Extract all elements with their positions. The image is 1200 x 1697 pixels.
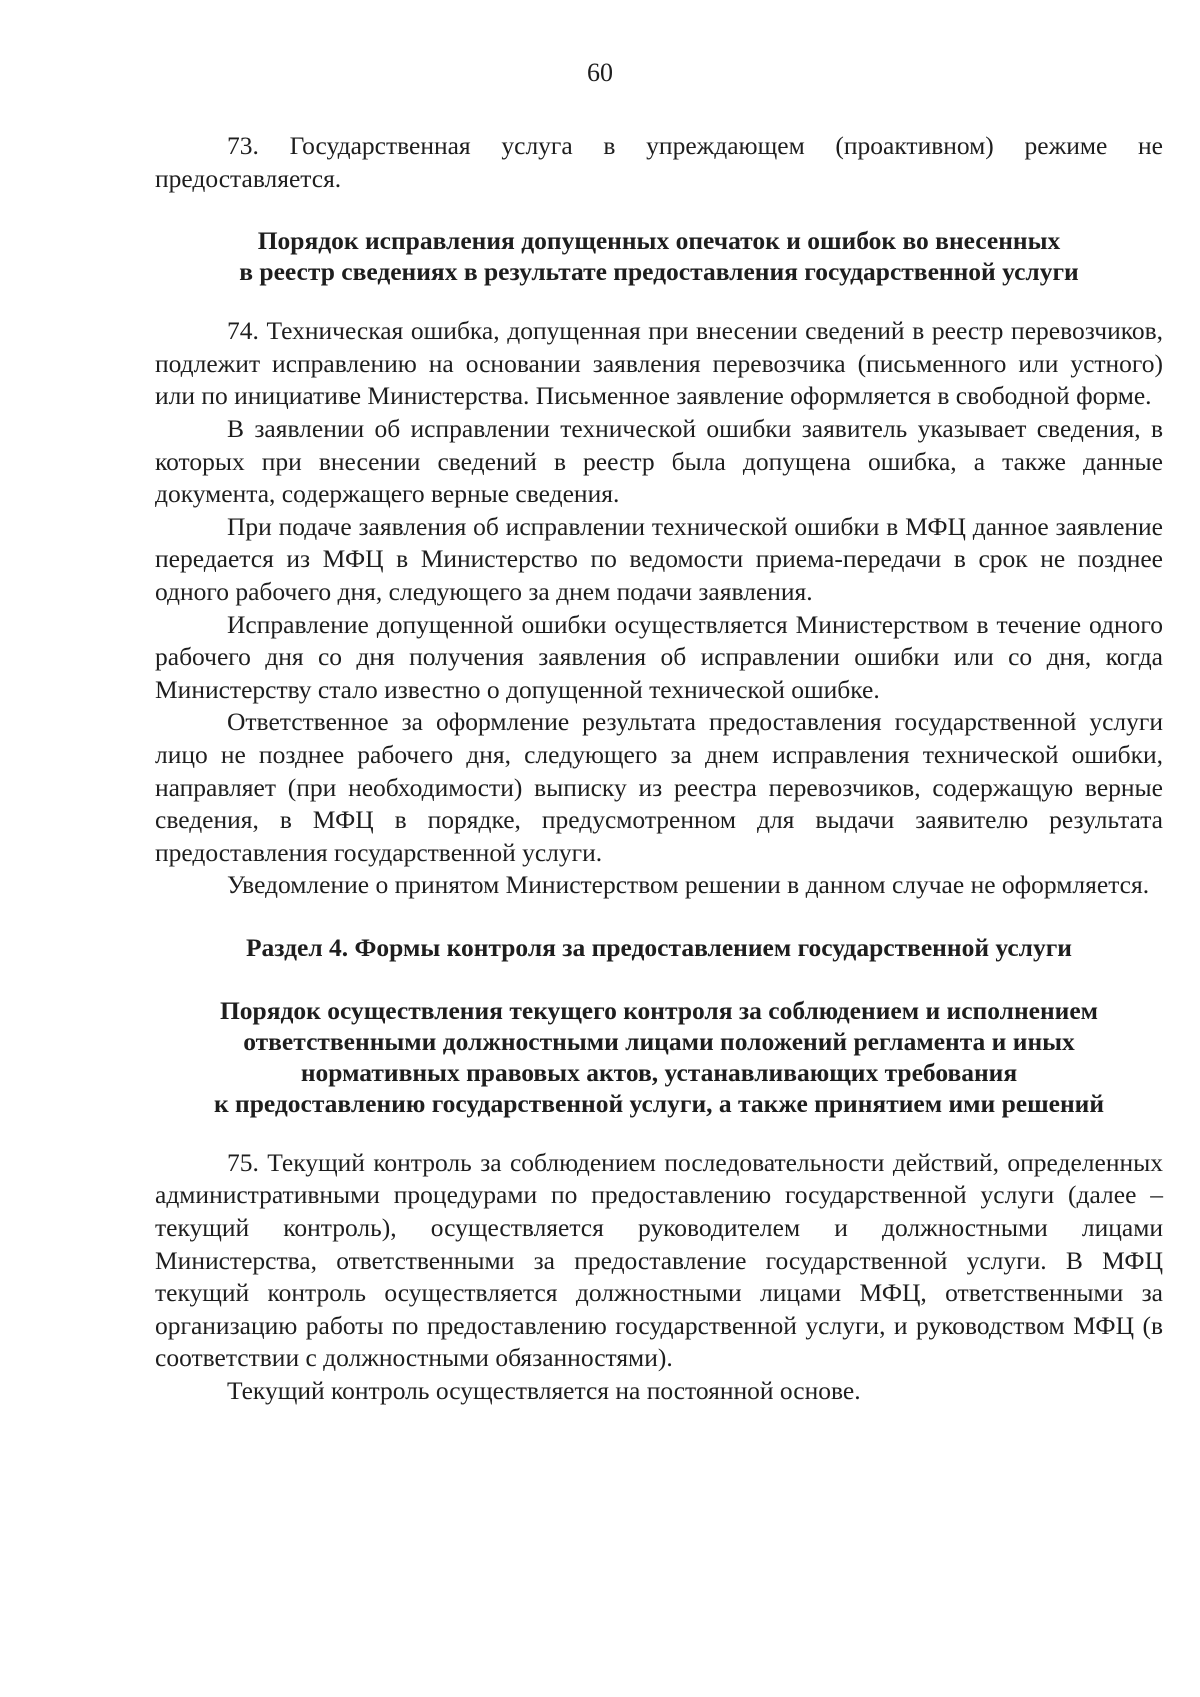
heading-current-control [155, 995, 1163, 1119]
paragraph-73: 73. Государственная услуга в упреждающем (проактивном) режиме не предоставляется. [155, 131, 1163, 193]
paragraph-74-notification: Уведомление о принятом Министерством решении в данном случае не оформляется. [227, 870, 1150, 900]
paragraph-74-responsible-person: Ответственное за оформление результата предоставления государственной услуги лицо не позднее рабочего дня, следующего за днем исправления технической ошибки, направляет (при необходимости) выписку из реестра перевозчиков, содержащую верные сведения, в МФЦ в порядке, предусмотренном для выдачи заявителю результата предоставления государственной услуги. [155, 707, 1163, 867]
heading-line: Порядок осуществления текущего контроля за соблюдением и исполнением [219, 995, 1099, 1025]
document-body [155, 130, 1163, 1408]
heading-line: в реестр сведениях в результате предоставления государственной услуги [239, 257, 1079, 287]
paragraph-75-continuous: Текущий контроль осуществляется на постоянной основе. [227, 1376, 861, 1406]
paragraph-75: 75. Текущий контроль за соблюдением последовательности действий, определенных административными процедурами по предоставлению государственной услуги (далее – текущий контроль), осуществляется руководителем и должностными лицами Министерства, ответственными за предоставление государственной услуги. В МФЦ текущий контроль осуществляется должностными лицами МФЦ, ответственными за организацию работы по предоставлению государственной услуги, и руководством МФЦ (в соответствии с должностными обязанностями). [155, 1147, 1163, 1373]
heading-line: Порядок исправления допущенных опечаток и ошибок во внесенных [257, 226, 1061, 256]
paragraph-74-application-content: В заявлении об исправлении технической ошибки заявитель указывает сведения, в которых при внесении сведений в реестр была допущена ошибка, а также данные документа, содержащего верные сведения. [155, 413, 1163, 509]
page-number: 60 [587, 58, 613, 87]
heading-line: нормативных правовых актов, устанавливающих требования [300, 1057, 1018, 1087]
paragraph-74-correction-term: Исправление допущенной ошибки осуществляется Министерством в течение одного рабочего дня со дня получения заявления об исправлении ошибки или со дня, когда Министерству стало известно о допущенной технической ошибке. [155, 609, 1163, 704]
heading-error-correction [155, 225, 1163, 287]
heading-line: ответственными должностными лицами положений регламента и иных [243, 1026, 1075, 1056]
paragraph-74: 74. Техническая ошибка, допущенная при внесении сведений в реестр перевозчиков, подлежит исправлению на основании заявления перевозчика (письменного или устного) или по инициативе Министерства. Письменное заявление оформляется в свободной форме. [155, 316, 1163, 411]
heading-line: к предоставлению государственной услуги, а также принятием ими решений [213, 1088, 1105, 1118]
paragraph-74-mfc-submission: При подаче заявления об исправлении технической ошибки в МФЦ данное заявление передается из МФЦ в Министерство по ведомости приема-передачи в срок не позднее одного рабочего дня, следующего за днем подачи заявления. [155, 511, 1163, 606]
heading-section-4: Раздел 4. Формы контроля за предоставлением государственной услуги [245, 932, 1072, 962]
